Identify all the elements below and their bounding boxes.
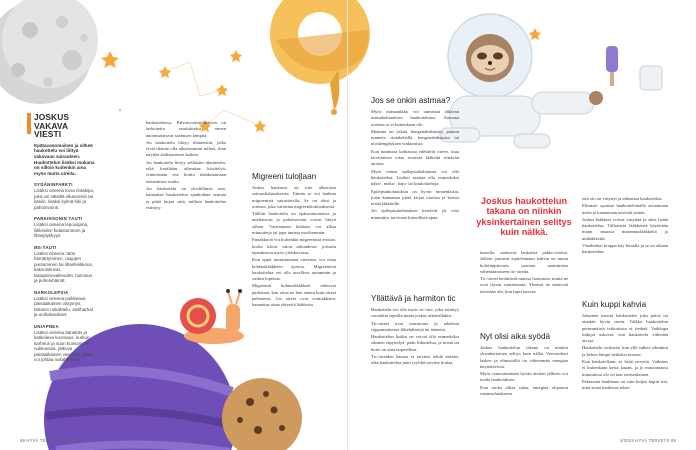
- paragraph: Pakonona haukkuus on vain kuljea kupin sitä, mitä sinua haukotus tekee.: [582, 378, 668, 391]
- paragraph: Jos haukottelu on yksilöllinen asia, kannattaa haukottelun ajankohtaa seurata ja pitää kirjaa siitä, milloin haukottelua esiintyy.: [146, 185, 226, 210]
- page-gutter: [347, 0, 348, 450]
- paragraph: Joskus haukotus on oire alkavasta sairauskohtauksesta. Tämän se voi haihtua migreenistä sairastavilla. Se on ohut ja oireena, joka varoittaa migreenikohtauksesta.: [252, 185, 336, 209]
- sidebar-item-text: Lisäksi oireena näön hämärtyminen, raajojen puutuminen tai lihasheikkous, kaksoiskuvat, tasapainovaikeudet, huimaus ja puheluhäiriöt.: [34, 250, 94, 284]
- sidebar-item-heading: PARKINSONIN TAUTI: [34, 216, 83, 222]
- paragraph: että olo on väsynyt ja aiheuttaa haukottelua.: [582, 196, 663, 201]
- moon-icon: [0, 0, 98, 104]
- body-column: [582, 196, 668, 291]
- paragraph: Haukottelu voi olla myös tic-oire, joka esiintyy varsinkin lapsilla mutta joskus aikuisillakin.: [371, 307, 459, 319]
- sidebar-item-heading: SYDÄNINFARKTI: [34, 182, 73, 188]
- paragraph: Kun ruoka alkaa sulaa, energiaa ohjautuu ruoansulatukseen.: [480, 384, 568, 397]
- paragraph: Epilepsiakohtauksia on hyvin monenlaisia, joten kannattaa pitää kirjaa oireista ja kertoa niistä lääkärille.: [371, 188, 459, 207]
- section-heading: Migreeni tulollaan: [252, 172, 317, 181]
- body-column: [480, 250, 568, 310]
- paragraph: Haukottelu virkistää, kun yllä sulkee silmänsä ja kehon lämpö hetkeksi nousee.: [582, 345, 668, 357]
- paragraph: Tic-oireiden kanssa ei tarvitse tehdä mitään, eikä haukottelua juuri tyyliltä tarvitse hoitaa.: [371, 354, 459, 366]
- sidebar-item-text: Lisäksi oireena lepovapina, liikkeiden hidastuminen ja lihasjäykkyys.: [34, 222, 89, 239]
- paragraph: Jos haukottelu liittyy sellaisiin tilanteisiin, eikä kesältään aiheuttaa käsittelyä, viimeistään itse kotiin ilahduttamaan etenemisen osalta.: [146, 159, 226, 184]
- paragraph: Migreenin kohtauslääkkeet tehoavat parhaiten, kun ottaa ne heti ennen kuin oireet pahenevat. Jos oireet ovat voimakkaita, kannattaa ottaa yhteyttä lääkäriin.: [252, 283, 336, 308]
- sidebar-box: [34, 113, 96, 403]
- sidebar-item-text: Lisäksi oireena poikkeava päiväaikainen väsymys, tahaton nukahtelu, aistiharhat ja unihalvaukset.: [34, 295, 94, 318]
- body-column: [480, 328, 568, 430]
- paragraph: haukottelussa. Pahoinvointitilakkeen on tarkoitettu osoitukseksi ennen automaattisesti saamisen lämpöä.: [146, 120, 226, 138]
- paragraph: Joskus lääkkeet voivat väsyttää ja siksi lisätä haukottelua. Tällaisista lääkkeistä käytetään muun muassa masennuslääkkeitä ja unilääkkeitä.: [582, 216, 668, 241]
- paragraph: Tic-oireet ovat vaaratonta ja tahdosta riippumattomia liikehdintöjä tai äänteitä.: [371, 320, 459, 332]
- sidebar-item-text: Lisäksi oireena äänekäs ja katkeileva kuorsaus, kurkun karheus ja suun kuivuminen nukkuessa, jatkuva päiväaikainen väsymys, joka voi johtaa nukahteluun.: [34, 329, 92, 363]
- donut-planet-icon: [270, 0, 370, 115]
- paragraph: Kun tunnistaa kohtausta edeltävät oireet, osaa tarvittaessa ottaa avaavaa lääkettä riittävän ajoissa.: [371, 148, 459, 167]
- paragraph: Ennakkoon voi kuitenkin migreenistä erottaa, koska kärsii valon arkuudesta, joissain tapauksissa myös yleiskuvassa.: [252, 237, 336, 255]
- paragraph: Jos haukottelu liittyy tilanteisiin, jotka eivät tilanne olla aikaisemmin tulleet, tilan näyttää ahdistamisen kaiken.: [146, 139, 226, 158]
- body-column: [146, 120, 226, 270]
- paragraph: Myös astmaatikko voi tunnistaa alkavan astmakohtauksen haukottelusta. Ainoana oireena se ei kuitenkaan ole.: [371, 109, 459, 127]
- body-column: [582, 296, 668, 430]
- paragraph: Jokainen meistä haukottelee joka päivä tai ainakin hyvin usein. Valkka haukottelun perimmäistä tarkoitusta ei tiedetä. Vaikkapa tutkijat uskovat, että haukottelu viilentää aivoja.: [582, 313, 668, 344]
- sidebar-title: JOSKUS VAKAVA VIESTI: [34, 112, 70, 140]
- paragraph: Tic-oireet herättävät muissa huomiota, mutta ne ovat täysin vaarattomia. Yleensä ne menevät itsestään ohi, kun lapsi kasvaa.: [480, 276, 568, 294]
- paragraph: Jos epilepsiakohtaukset kestävät yli viisi minuuttia, tarvitaan kiireellistä apua.: [371, 208, 459, 220]
- paragraph: Joskus haukottelun takana on niinkin yksinkertainen selitys kuin nälkä. Verensokeri laskee ja elimistöllä on vähemmän energiaa käytettävissä.: [480, 345, 568, 369]
- paragraph: Väsähtänyt kroppa käy hitaalla ja se on aikaan haukottelua.: [582, 243, 668, 255]
- section-heading: Nyt olisi aika syödä: [480, 332, 551, 341]
- page-footer-right: 4/2024 HYVÄ TERVEYS 69: [619, 438, 676, 443]
- body-column: [371, 290, 459, 430]
- sidebar-item-text: Lisäksi oireena kova rintakipu, joka voi säteillä olkavarsiin tai käsiin, lisäksi kylmä hiki ja pahoinvointi.: [34, 188, 95, 210]
- sidebar-accent-bar: [27, 113, 31, 134]
- paragraph: Myös rentoutuminen hyvän aterian jälkeen voi tuoda haukotuksen.: [480, 371, 568, 383]
- body-column: [252, 168, 336, 426]
- sidebar-item-heading: NARKOLEPSIA: [34, 289, 69, 295]
- snail-icon: [180, 289, 244, 344]
- section-heading: Yllättävä ja harmiton tic: [371, 294, 456, 303]
- paragraph: Mukana on yskää, hengenahdistusta, painon tunnetta rintakehällä, hengenahdistusta tai uloshengityksen vinkumista.: [371, 128, 459, 147]
- paragraph: Elimistö opastaa haukottelemalla aivaamaan usein ja kaatamaan nesteitä sisään.: [582, 203, 668, 215]
- sidebar-lead: Epätavanomainen ja sitkeä haukottelu voi liittyä vakavaan sairauteen. Haukottelun lisäksi mukana on silloin kuitenkin aina myös muita oireita.: [34, 142, 95, 176]
- paragraph: Kun oppii tunnistamaan oireensa, voi ottaa kohtauslääkkeen ajoissa. Migreenissä haukottelua voi olla tavallista useammin ja vaikea lopettaa.: [252, 257, 336, 282]
- paragraph: Myös ennen epilepsiakohtausta voi olla haukottelua. Lisäksi saattaa olla esimerkiksi näkö-, maku-, haju- tai kuuloharhoja.: [371, 168, 459, 187]
- page-footer-left: 68 HYVÄ TERVEYS 4/2024: [20, 438, 77, 443]
- paragraph: imoulla, saattavat laukaista pakko-oireita. Jolloin joutuvat ajattelemaan kahvin tai muun kofeiinipitoisen juoman nauttimista vähentäämiseen tic-oireita.: [480, 250, 568, 274]
- sloth-astronaut-icon: [440, 14, 662, 148]
- sidebar-item-heading: UNIAPNEA: [34, 323, 59, 329]
- section-heading: Jos se onkin astmaa?: [371, 96, 451, 105]
- paragraph: Haukottelun lisäksi ne voivat olla esimerkiksi silmien räpyttelyä, pään liikuttelua, ja niistä tai hoito on aina tarpeellista.: [371, 334, 459, 352]
- pull-quote: Joskus haukottelun takana on niinkin yksinkertainen selitys kuin nälkä.: [476, 196, 572, 238]
- paragraph: Kun haukotellaan, se lisää vireyttä. Vaikutus ei kuitenkaan kestä kauan, ja jo muutamassa minuutissa olo on taas entisenlainen.: [582, 359, 668, 377]
- paragraph: Tällöin haukottelu on epätavanomaista ja uneliaisuus ja pahoinvointi voivat liittyä siihen. Varsinainen kohtaus voi alkaa minuutteja tai jopa tunteja myöhemmin.: [252, 211, 336, 236]
- section-heading: Kuin kuppi kahvia: [582, 300, 647, 309]
- sidebar-item-heading: MS-TAUTI: [34, 244, 57, 250]
